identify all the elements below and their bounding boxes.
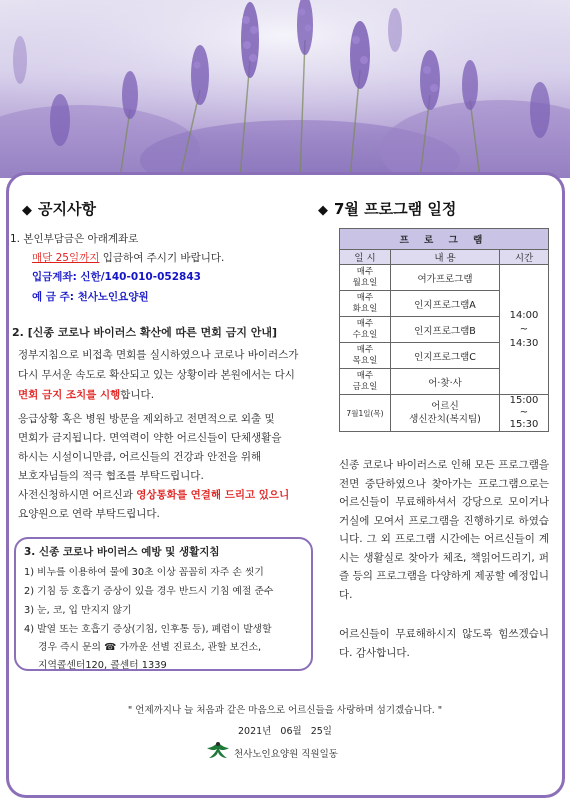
notice-heading: ◆ 공지사항 — [22, 200, 96, 218]
program-heading: ◆ 7월 프로그램 일정 — [318, 200, 457, 218]
notice-item2-line: 정부지침으로 비접촉 면회를 실시하였으나 코로나 바이러스가 — [18, 349, 299, 361]
row-day: 매주 목요일 — [340, 343, 391, 369]
program-paragraph: 신종 코로나 바이러스로 인해 모든 프로그램을 전면 중단하였으나 찾아가는 프로그램으로는 어르신들이 무료해하셔서 강당으로 모이거나 거실에 모여서 프로그램을 진행하기로 하였습니다. 그 외 프로그램 시간에는 어르신들이 계시는 생활실로 찾아가 체조, 책읽어드리기, 퍼즐 등의 프로그램을 다양하게 제공할 예정입니다. — [339, 459, 549, 601]
notice-item2-ban-line: 면회 금지 조치를 시행합니다. — [18, 389, 155, 401]
col-day-header: 일 시 — [340, 250, 391, 265]
row-day: 매주 화요일 — [340, 291, 391, 317]
row-content: 인지프로그램A — [391, 291, 500, 317]
row-content: 인지프로그램B — [391, 317, 500, 343]
special-day: 7월1일(목) — [340, 395, 391, 432]
notice-item1-line1: 1. 본인부담금은 아래계좌로 — [10, 233, 139, 245]
weekly-time: 14:00 ~ 14:30 — [500, 265, 549, 395]
document-date: 2021년 06월 25일 — [237, 726, 332, 737]
row-day: 매주 수요일 — [340, 317, 391, 343]
program-table-title: 프 로 그 램 — [340, 229, 549, 250]
table-row — [340, 265, 549, 291]
prevention-rule: 3) 눈, 코, 입 만지지 않기 — [24, 605, 132, 616]
notice-item2-video-line: 사전신청하시면 어르신과 영상통화를 연결해 드리고 있으니 — [18, 489, 290, 501]
closing-quote: " 언제까지나 늘 처음과 같은 마음으로 어르신들을 사랑하며 섬기겠습니다. " — [127, 705, 443, 716]
prevention-rule: 4) 발열 또는 호흡기 증상(기침, 인후통 등), 폐렴이 발생할 — [24, 624, 272, 635]
program-table — [339, 228, 549, 432]
account-holder: 예 금 주: 천사노인요양원 — [32, 291, 149, 303]
notice-item2-line: 응급상황 혹은 병원 방문을 제외하고 전면적으로 외출 및 — [18, 413, 275, 425]
row-content: 어·찾·사 — [391, 369, 500, 395]
diamond-bullet-icon: ◆ — [22, 203, 32, 218]
notice-item1-line2 — [32, 249, 224, 268]
notice-item2-line: 하시는 시설이니만큼, 어르신들의 건강과 안전을 위해 — [18, 451, 262, 463]
table-row — [340, 395, 549, 432]
program-closing: 어르신들이 무료해하시지 않도록 힘쓰겠습니다. 감사합니다. — [339, 628, 549, 659]
prevention-rule: 지역콜센터120, 콜센터 1339 — [38, 660, 167, 671]
prevention-rule: 2) 기침 등 호흡기 증상이 있을 경우 반드시 기침 예절 준수 — [24, 586, 274, 597]
row-content: 여가프로그램 — [391, 265, 500, 291]
special-content: 어르신 생신잔치(복지팀) — [391, 395, 500, 432]
row-content: 인지프로그램C — [391, 343, 500, 369]
notice-item2-line: 보호자님들의 적극 협조를 부탁드립니다. — [18, 470, 204, 482]
video-call-highlight: 영상통화를 연결해 드리고 있으니 — [136, 489, 290, 501]
notice-item2-title: 2. [신종 코로나 바이러스 확산에 따른 면회 금지 안내] — [12, 326, 278, 339]
prevention-rule: 경우 즉시 문의 ☎ 가까운 선별 진료소, 관할 보건소, — [38, 642, 262, 653]
col-time-header: 시간 — [500, 250, 549, 265]
special-time: 15:00 ~ 15:30 — [500, 395, 549, 432]
account-number: 입금계좌: 신한/140-010-052843 — [32, 271, 201, 283]
visit-ban-highlight: 면회 금지 조치를 시행 — [18, 389, 121, 401]
due-date-highlight: 매달 25일까지 — [32, 252, 100, 264]
organization-logo — [206, 740, 230, 766]
col-content-header: 내 용 — [391, 250, 500, 265]
prevention-title: 3. 신종 코로나 바이러스 예방 및 생활지침 — [24, 546, 220, 558]
signature: 천사노인요양원 직원일동 — [234, 749, 338, 760]
notice-item2-line: 다시 무서운 속도로 확산되고 있는 상황이라 본원에서는 다시 — [18, 369, 295, 381]
lavender-banner-image — [0, 0, 570, 178]
due-date-rest: 입금하여 주시기 바랍니다. — [99, 252, 225, 264]
prevention-rule: 1) 비누를 이용하여 물에 30초 이상 꼼꼼히 자주 손 씻기 — [24, 567, 264, 578]
row-day: 매주 월요일 — [340, 265, 391, 291]
diamond-bullet-icon: ◆ — [318, 203, 328, 218]
notice-item2-line: 요양원으로 연락 부탁드립니다. — [18, 508, 160, 520]
notice-item2-line: 면회가 금지됩니다. 면역력이 약한 어르신들이 단체생활을 — [18, 432, 282, 444]
row-day: 매주 금요일 — [340, 369, 391, 395]
